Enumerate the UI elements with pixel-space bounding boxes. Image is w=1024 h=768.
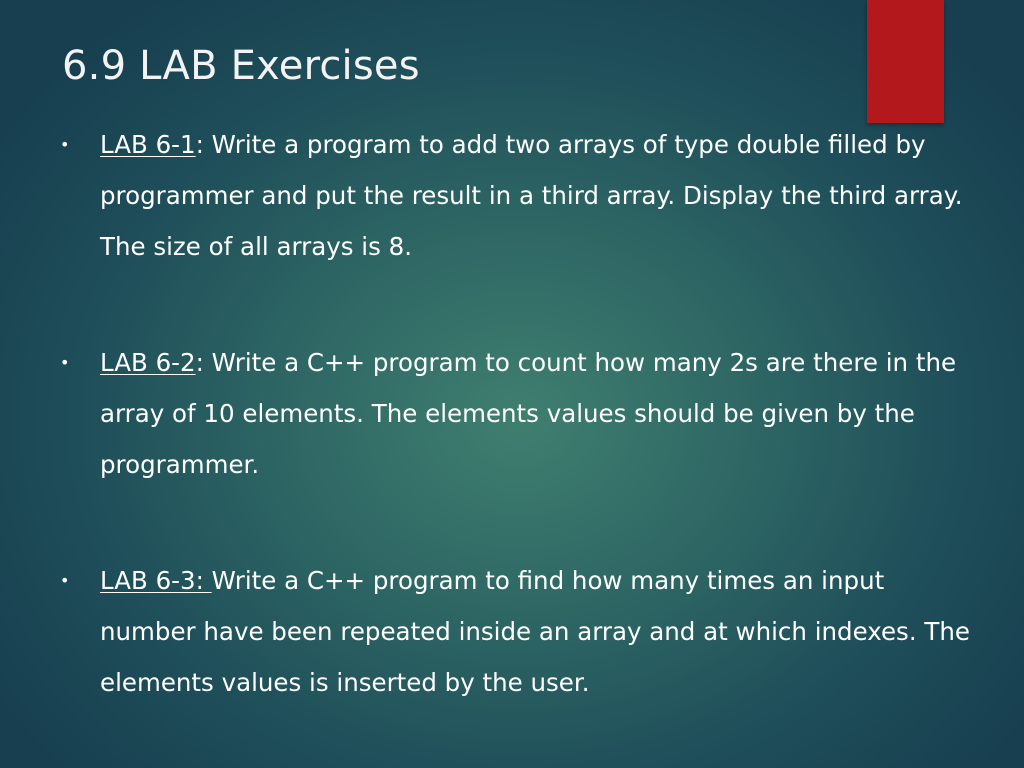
lab-separator: :: [195, 348, 204, 377]
lab-label: LAB 6-1: [100, 130, 196, 159]
lab-label: LAB 6-3:: [100, 566, 212, 595]
lab-label: LAB 6-2: [100, 348, 196, 377]
lab-separator: :: [195, 130, 204, 159]
list-item-lab-6-1: [60, 119, 980, 272]
list-item-lab-6-3: [60, 555, 980, 708]
bullet-icon: •: [60, 571, 70, 590]
slide-title: 6.9 LAB Exercises: [62, 43, 420, 89]
bullet-icon: •: [60, 353, 70, 372]
lab-description: Write a C++ program to find how many times an input number have been repeated inside an array and at which indexes. The elements values is inserted by the user.: [100, 566, 970, 697]
accent-bar: [867, 0, 944, 123]
lab-description: Write a C++ program to count how many 2s are there in the array of 10 elements. The elements values should be given by the programmer.: [100, 348, 957, 479]
lab-description: Write a program to add two arrays of type double filled by programmer and put the result in a third array. Display the third array. The size of all arrays is 8.: [100, 130, 963, 261]
bullet-icon: •: [60, 135, 70, 154]
list-item-lab-6-2: [60, 337, 980, 490]
